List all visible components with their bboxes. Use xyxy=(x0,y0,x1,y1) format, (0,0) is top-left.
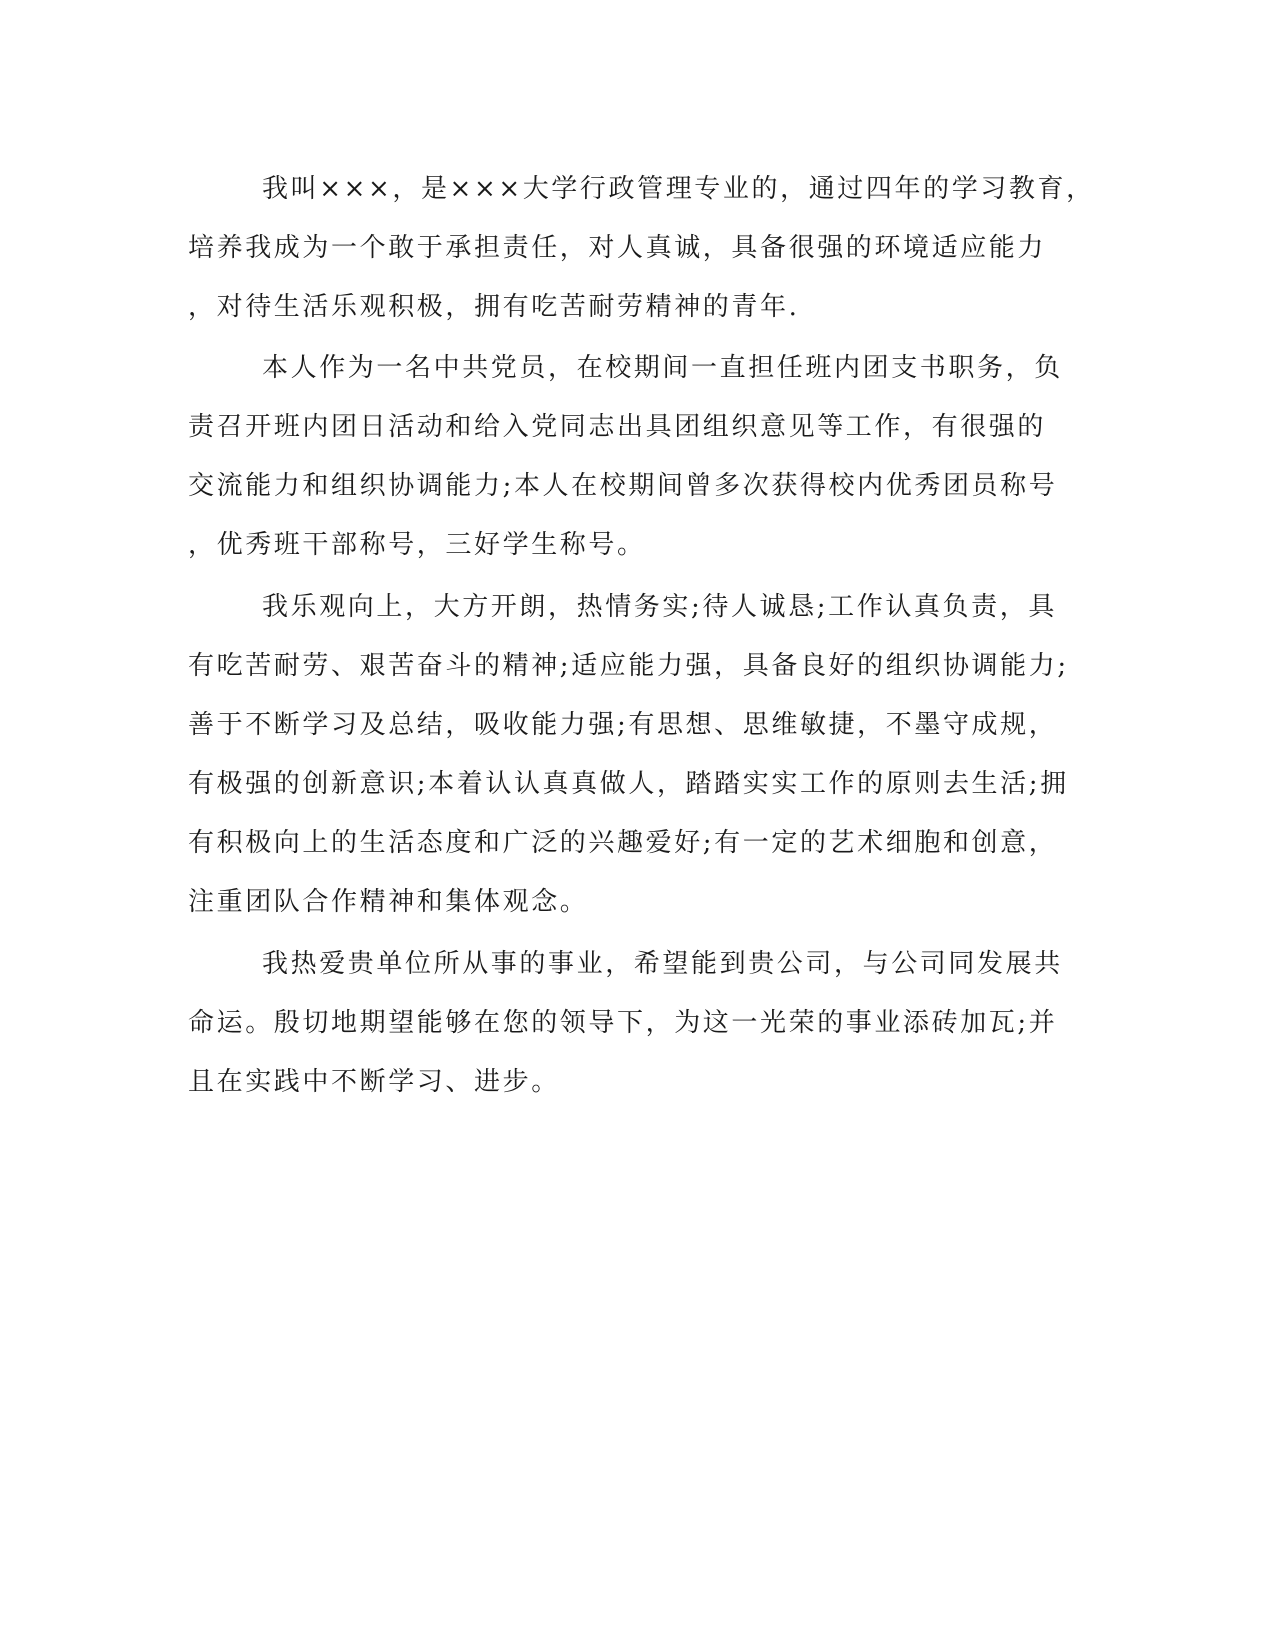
paragraph-experience xyxy=(188,339,1068,575)
text-line: 命运。殷切地期望能够在您的领导下，为这一光荣的事业添砖加瓦;并 xyxy=(188,1008,1058,1038)
text-line: 责召开班内团日活动和给入党同志出具团组织意见等工作，有很强的 xyxy=(188,412,1047,442)
text-line: 且在实践中不断学习、进步。 xyxy=(188,1067,560,1097)
text-line: ，优秀班干部称号，三好学生称号。 xyxy=(188,530,646,560)
text-line: 善于不断学习及总结，吸收能力强;有思想、思维敏捷，不墨守成规， xyxy=(188,710,1058,740)
paragraph-personality xyxy=(188,578,1068,932)
text-line: 注重团队合作精神和集体观念。 xyxy=(188,887,589,917)
text-line: 我叫×××，是×××大学行政管理专业的，通过四年的学习教育， xyxy=(262,174,1095,204)
text-line: 本人作为一名中共党员，在校期间一直担任班内团支书职务，负 xyxy=(262,353,1063,383)
paragraph-closing xyxy=(188,935,1068,1112)
text-line: 有吃苦耐劳、艰苦奋斗的精神;适应能力强，具备良好的组织协调能力; xyxy=(188,651,1069,681)
text-line: ，对待生活乐观积极，拥有吃苦耐劳精神的青年. xyxy=(188,292,800,322)
text-line: 我热爱贵单位所从事的事业，希望能到贵公司，与公司同发展共 xyxy=(262,949,1063,979)
text-line: 我乐观向上，大方开朗，热情务实;待人诚恳;工作认真负责，具 xyxy=(262,592,1057,622)
text-line: 交流能力和组织协调能力;本人在校期间曾多次获得校内优秀团员称号 xyxy=(188,471,1058,501)
text-line: 有极强的创新意识;本着认认真真做人，踏踏实实工作的原则去生活;拥 xyxy=(188,769,1069,799)
paragraph-introduction xyxy=(188,160,1095,337)
text-line: 培养我成为一个敢于承担责任，对人真诚，具备很强的环境适应能力 xyxy=(188,233,1047,263)
text-line: 有积极向上的生活态度和广泛的兴趣爱好;有一定的艺术细胞和创意， xyxy=(188,828,1058,858)
